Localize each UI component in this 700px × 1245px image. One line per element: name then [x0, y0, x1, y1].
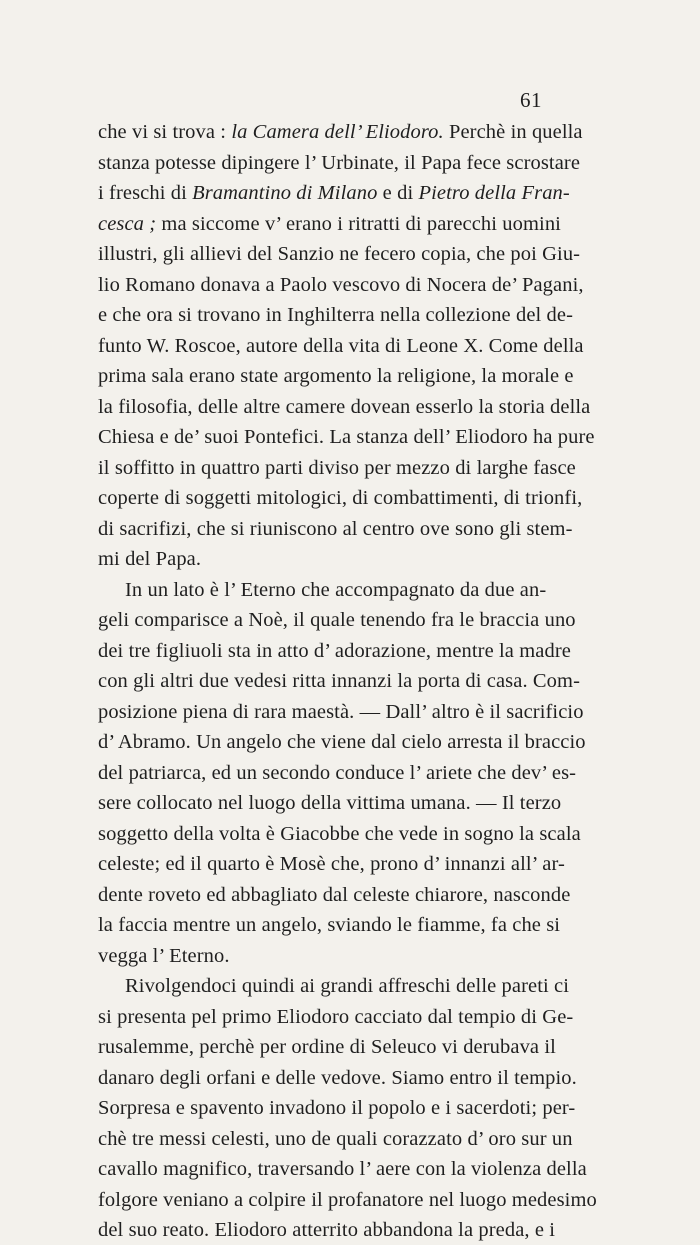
italic-text: cesca ;: [98, 212, 157, 235]
text-line: [98, 1093, 576, 1123]
text-run: i freschi di: [98, 182, 193, 204]
text-run: Sorpresa e spavento invadono il popolo e i sacerdoti; per-: [98, 1097, 576, 1119]
text-line: [98, 392, 591, 422]
text-line: [98, 727, 586, 757]
text-line: [98, 361, 574, 391]
text-line: [98, 880, 571, 910]
text-run: posizione piena di rara maestà. — Dall’ altro è il sacrificio: [98, 700, 584, 723]
text-line: [98, 514, 573, 544]
text-run: soggetto della volta è Giacobbe che vede in sogno la scala: [98, 822, 581, 845]
text-run: cavallo magnifico, traversando l’ aere con la violenza della: [98, 1158, 587, 1180]
text-run: coperte di soggetti mitologici, di combattimenti, di trionfi,: [98, 487, 583, 509]
italic-text: Bramantino di Milano: [192, 182, 378, 204]
text-run: del patriarca, ed un secondo conduce l’ ariete che dev’ es-: [98, 761, 577, 784]
italic-text: Pietro della Fran-: [418, 182, 570, 204]
text-run: lio Romano donava a Paolo vescovo di Nocera de’ Pagani,: [98, 273, 584, 296]
text-line: [98, 544, 538, 574]
text-line: [98, 605, 576, 635]
text-line: [98, 758, 577, 788]
text-run: danaro degli orfani e delle vedove. Siamo entro il tempio.: [98, 1066, 577, 1089]
text-line: [98, 666, 581, 696]
text-run: del suo reato. Eliodoro atterrito abbandona la preda, e i: [98, 1219, 556, 1241]
text-line: [98, 1154, 587, 1184]
text-line: [98, 1185, 597, 1215]
text-run: illustri, gli allievi del Sanzio ne fecero copia, che poi Giu-: [98, 243, 581, 265]
text-line: [98, 910, 561, 940]
text-run: In un lato è l’ Eterno che accompagnato da due an-: [125, 578, 547, 601]
text-line: [98, 788, 562, 818]
text-run: mi del Papa.: [98, 548, 202, 570]
text-line: [125, 971, 570, 1001]
text-line: [98, 422, 595, 452]
text-line: [98, 117, 583, 147]
text-run: rusalemme, perchè per ordine di Seleuco vi derubava il: [98, 1036, 556, 1058]
text-run: stanza potesse dipingere l’ Urbinate, il Papa fece scrostare: [98, 151, 581, 174]
text-run: Perchè in quella: [443, 121, 583, 143]
text-line: [98, 1002, 574, 1032]
text-line: [98, 697, 584, 727]
text-run: geli comparisce a Noè, il quale tenendo fra le braccia uno: [98, 609, 576, 631]
page-number: 61: [520, 88, 542, 112]
text-line: [98, 331, 584, 361]
text-line: [98, 941, 538, 971]
text-run: ma siccome v’ erano i ritratti di parecchi uomini: [156, 212, 561, 235]
text-line: [98, 1063, 577, 1093]
text-run: il soffitto in quattro parti diviso per mezzo di larghe fasce: [98, 456, 576, 479]
text-line: [98, 148, 581, 178]
text-line: [98, 819, 581, 849]
text-run: che vi si trova :: [98, 121, 232, 143]
text-run: dei tre figliuoli sta in atto d’ adorazione, mentre la madre: [98, 639, 571, 662]
text-run: prima sala erano state argomento la religione, la morale e: [98, 365, 574, 387]
text-line: [98, 270, 584, 300]
text-run: con gli altri due vedesi ritta innanzi la porta di casa. Com-: [98, 670, 581, 692]
text-line: [125, 575, 547, 605]
text-run: di sacrifizi, che si riuniscono al centro ove sono gli stem-: [98, 517, 573, 540]
text-line: [98, 1215, 556, 1245]
text-line: [98, 849, 565, 879]
text-run: vegga l’ Eterno.: [98, 944, 230, 967]
text-run: Rivolgendoci quindi ai grandi affreschi delle pareti ci: [125, 975, 570, 997]
text-run: e che ora si trovano in Inghilterra nella collezione del de-: [98, 304, 574, 326]
text-run: si presenta pel primo Eliodoro cacciato dal tempio di Ge-: [98, 1005, 574, 1028]
text-line: [98, 209, 561, 239]
text-run: funto W. Roscoe, autore della vita di Leone X. Come della: [98, 334, 584, 357]
text-line: [98, 300, 574, 330]
text-run: chè tre messi celesti, uno de quali corazzato d’ oro sur un: [98, 1127, 573, 1150]
text-run: celeste; ed il quarto è Mosè che, prono d’ innanzi all’ ar-: [98, 853, 565, 875]
text-run: dente roveto ed abbagliato dal celeste chiarore, nasconde: [98, 883, 571, 906]
text-run: e di: [377, 182, 419, 204]
text-line: [98, 636, 571, 666]
text-run: la faccia mentre un angelo, sviando le fiamme, fa che si: [98, 914, 561, 936]
text-run: folgore veniano a colpire il profanatore nel luogo medesimo: [98, 1188, 597, 1211]
text-run: Chiesa e de’ suoi Pontefici. La stanza dell’ Eliodoro ha pure: [98, 426, 595, 448]
text-line: [98, 483, 583, 513]
text-line: [98, 1124, 573, 1154]
text-run: sere collocato nel luogo della vittima umana. — Il terzo: [98, 792, 562, 814]
text-line: [98, 1032, 556, 1062]
text-line: [98, 453, 576, 483]
text-run: d’ Abramo. Un angelo che viene dal cielo arresta il braccio: [98, 731, 586, 753]
text-line: [98, 178, 570, 208]
text-line: [98, 239, 581, 269]
text-run: la filosofia, delle altre camere dovean esserlo la storia della: [98, 395, 591, 418]
italic-text: la Camera dell’ Eliodoro.: [231, 121, 444, 143]
